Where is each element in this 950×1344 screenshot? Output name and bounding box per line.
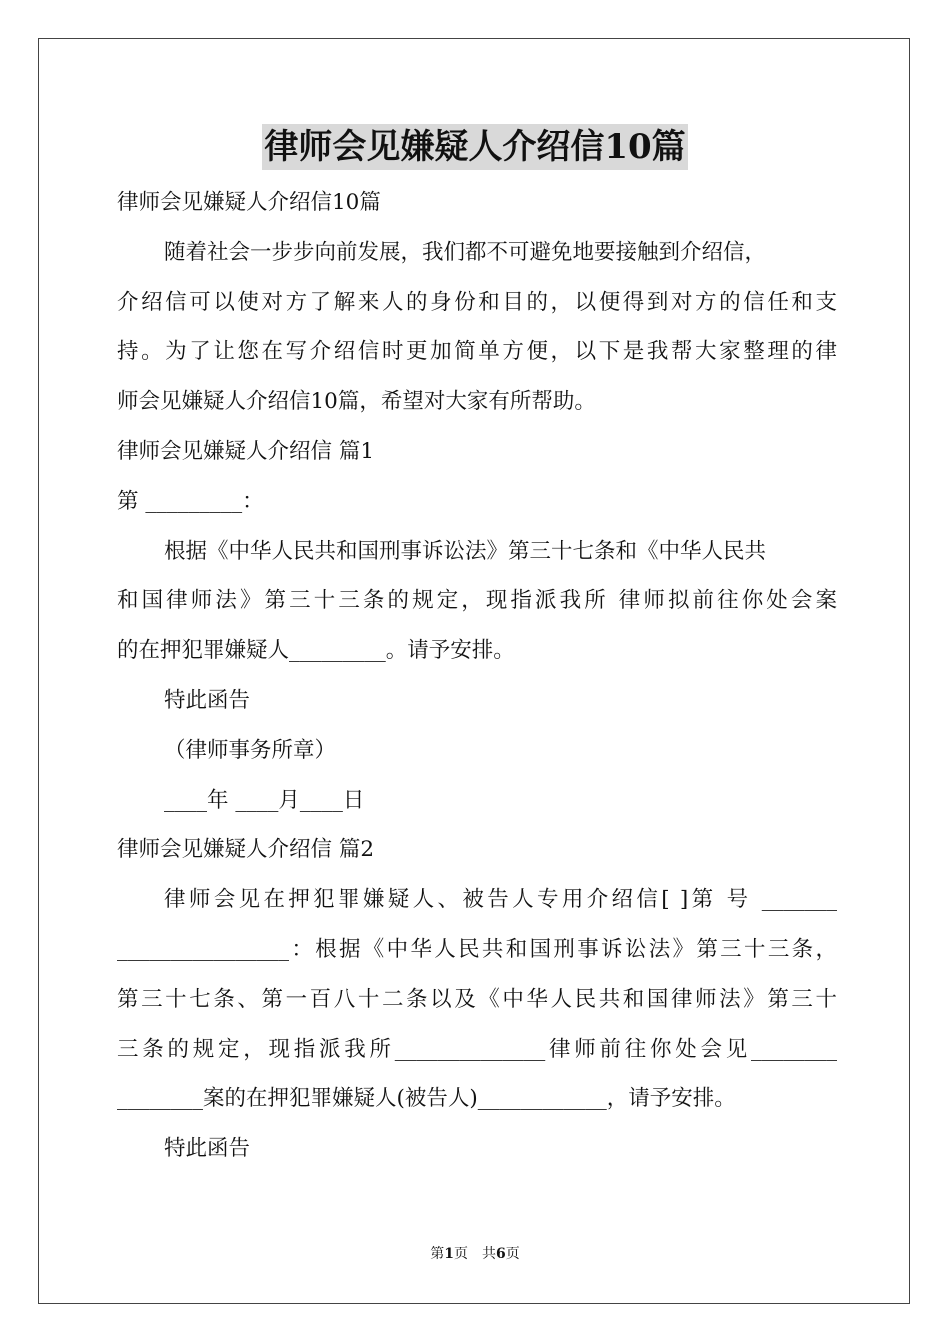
- total-pages: 6: [496, 1246, 506, 1262]
- seal-line: （律师事务所章）: [164, 737, 337, 763]
- letter-number-line: 第 _________：: [117, 488, 264, 514]
- title-container: [0, 124, 950, 170]
- intro-paragraph-line: 介绍信可以使对方了解来人的身份和目的，以便得到对方的信任和支: [117, 289, 837, 315]
- section-heading-1: 律师会见嫌疑人介绍信 篇1: [117, 438, 375, 464]
- letter-body-line: 和国律师法》第三十三条的规定，现指派我所 律师拟前往你处会案: [117, 588, 837, 614]
- page-footer: [0, 1244, 950, 1264]
- total-prefix: 共: [482, 1246, 496, 1262]
- letter-body-line: 第三十七条、第一百八十二条以及《中华人民共和国律师法》第三十: [117, 986, 837, 1012]
- letter-body-line: 的在押犯罪嫌疑人_________。请予安排。: [117, 638, 515, 664]
- intro-paragraph-line: 持。为了让您在写介绍信时更加简单方便，以下是我帮大家整理的律: [117, 339, 837, 365]
- document-body: [117, 178, 837, 1174]
- letter-body-line: ________案的在押犯罪嫌疑人(被告人)____________，请予安排。: [117, 1086, 736, 1112]
- closing-line: 特此函告: [164, 687, 251, 713]
- letter-body-line: 三条的规定，现指派我所______________律师前往你处会见________: [117, 1036, 837, 1062]
- page-prefix: 第: [430, 1246, 445, 1262]
- date-line: ____年 ____月____日: [164, 787, 365, 813]
- intro-paragraph-line: 师会见嫌疑人介绍信10篇，希望对大家有所帮助。: [117, 389, 596, 415]
- letter-body-line: ________________：根据《中华人民共和国刑事诉讼法》第三十三条，: [117, 936, 837, 962]
- letter-body-line: 律师会见在押犯罪嫌疑人、被告人专用介绍信[ ]第 号 _______: [164, 887, 837, 913]
- total-suffix: 页: [505, 1246, 520, 1262]
- closing-line: 特此函告: [164, 1136, 251, 1162]
- document-title: 律师会见嫌疑人介绍信10篇: [262, 124, 687, 170]
- page-suffix: 页: [454, 1246, 468, 1262]
- subtitle-line: 律师会见嫌疑人介绍信10篇: [117, 190, 381, 215]
- intro-paragraph-line: 随着社会一步步向前发展，我们都不可避免地要接触到介绍信，: [164, 239, 767, 265]
- section-heading-2: 律师会见嫌疑人介绍信 篇2: [117, 837, 375, 863]
- page-number: 1: [444, 1246, 454, 1262]
- letter-body-line: 根据《中华人民共和国刑事诉讼法》第三十七条和《中华人民共: [164, 538, 767, 564]
